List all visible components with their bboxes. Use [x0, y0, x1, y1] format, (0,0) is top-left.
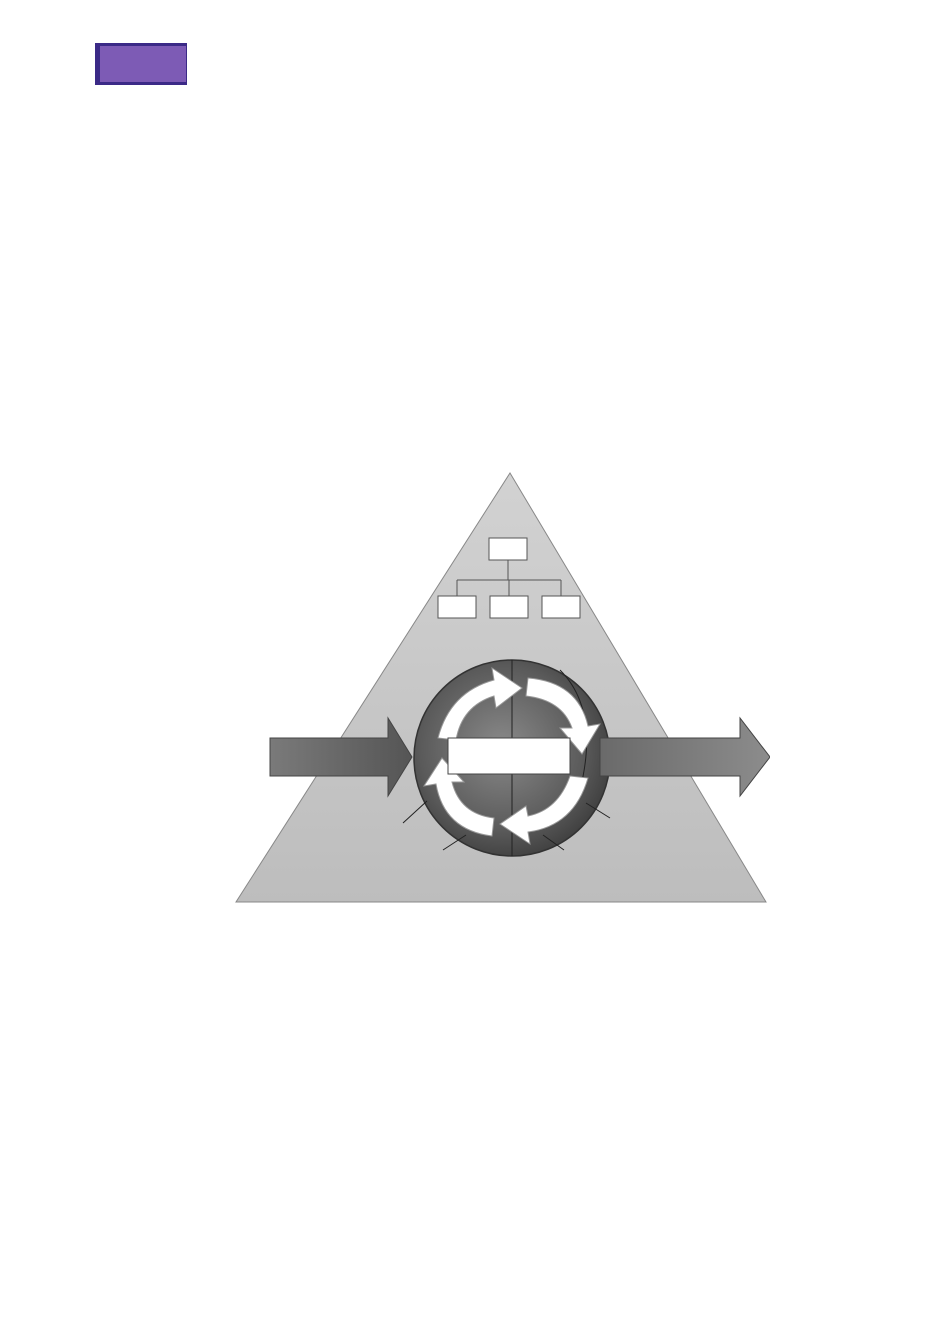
figure-4-1 — [230, 470, 770, 910]
download-tag — [100, 46, 186, 82]
transform-box — [448, 738, 570, 774]
page-header — [95, 18, 435, 88]
figure-caption — [178, 926, 842, 942]
section-heading — [104, 1083, 162, 1109]
